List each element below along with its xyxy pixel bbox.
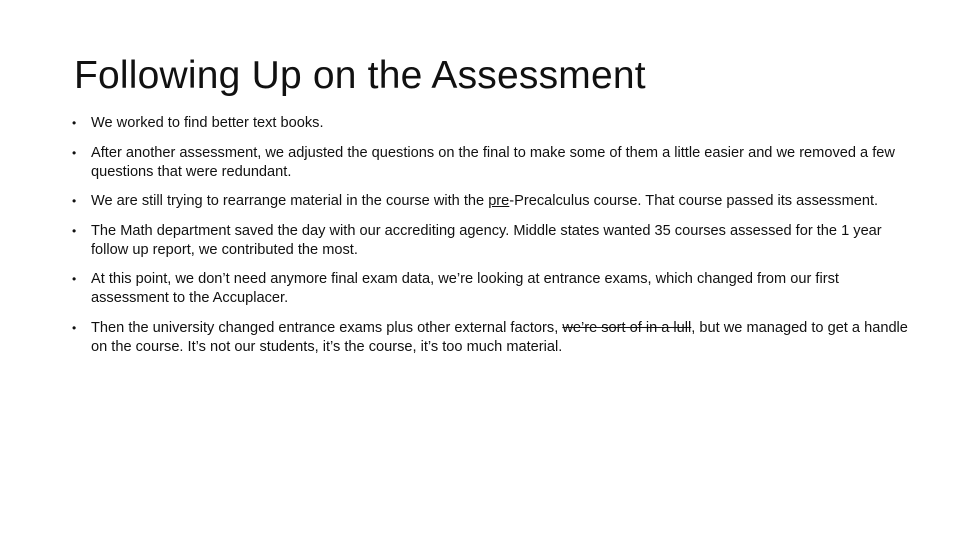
bullet-list: [72, 114, 912, 367]
bullet-text: The Math department saved the day with our accrediting agency. Middle states wanted 35 courses assessed for the 1 year follow up report, we contributed the most.: [91, 222, 882, 258]
bullet-item: [72, 319, 912, 357]
bullet-text-before: We are still trying to rearrange material in the course with the: [91, 193, 489, 209]
bullet-text-after: -Precalculus course. That course passed its assessment.: [509, 193, 879, 209]
bullet-text: We worked to find better text books.: [91, 115, 324, 131]
bullet-text: At this point, we don’t need anymore final exam data, we’re looking at entrance exams, which changed from our first assessment to the Accuplacer.: [91, 271, 839, 306]
bullet-item: [72, 114, 912, 133]
bullet-dot: •: [72, 223, 77, 238]
bullet-text: After another assessment, we adjusted the questions on the final to make some of them a little easier and we removed a few questions that were redundant.: [91, 144, 895, 180]
bullet-text-after: , but we managed to get a handle on the course. It’s not our students, it’s the course, it’s too much material.: [91, 319, 908, 355]
bullet-item: [72, 192, 912, 211]
slide-title: Following Up on the Assessment: [74, 54, 646, 97]
bullet-item: [72, 144, 912, 182]
bullet-dot: •: [72, 116, 77, 130]
bullet-text-before: Then the university changed entrance exams plus other external factors,: [91, 319, 563, 336]
bullet-dot: •: [72, 272, 77, 286]
bullet-dot: •: [72, 320, 77, 335]
bullet-item: [72, 270, 912, 308]
struck-text: we’re sort of in a lull: [562, 319, 692, 336]
bullet-item: [72, 222, 912, 260]
bullet-dot: •: [72, 194, 77, 208]
bullet-dot: •: [72, 145, 77, 160]
underlined-text: pre: [488, 193, 510, 209]
